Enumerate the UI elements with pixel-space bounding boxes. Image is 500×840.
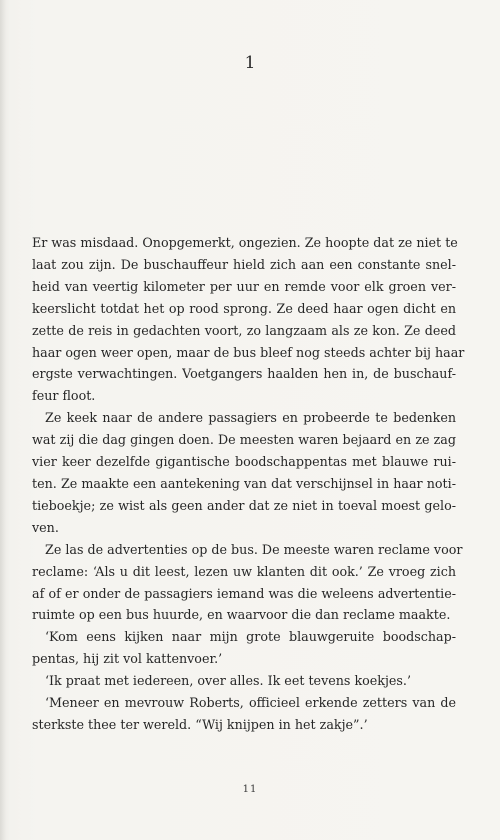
text-line: Er was misdaad. Onopgemerkt, ongezien. Ze hoopte dat ze niet te (32, 235, 458, 250)
text-line: zette de reis in gedachten voort, zo langzaam als ze kon. Ze deed (32, 322, 456, 338)
paragraph (32, 670, 456, 692)
text-line: tieboekje; ze wist als geen ander dat ze niet in toeval moest gelo- (32, 497, 456, 513)
text-line: ‘Ik praat met iedereen, over alles. Ik eet tevens koekjes.’ (45, 673, 411, 689)
text-line: ‘Kom eens kijken naar mijn grote blauwgeruite boodschap- (45, 629, 456, 645)
paragraph (32, 626, 456, 670)
paragraph (32, 407, 456, 538)
text-line: ten. Ze maakte een aantekening van dat verschijnsel in haar noti- (32, 475, 456, 491)
text-line: ‘Meneer en mevrouw Roberts, officieel erkende zetters van de (45, 695, 456, 711)
text-line: Ze las de advertenties op de bus. De meeste waren reclame voor (45, 541, 463, 557)
text-line: vier keer dezelfde gigantische boodschappentas met blauwe rui- (32, 454, 456, 470)
text-line: haar ogen weer open, maar de bus bleef nog steeds achter bij haar (32, 344, 465, 360)
text-line: wat zij die dag gingen doen. De meesten waren bejaard en ze zag (32, 432, 456, 448)
paragraph (32, 539, 463, 627)
text-line: sterkste thee ter wereld. “Wij knijpen in het zakje”.’ (32, 716, 368, 732)
text-line: laat zou zijn. De buschauffeur hield zich aan een constante snel- (32, 256, 456, 272)
text-line: ven. (32, 519, 59, 535)
text-line: keerslicht totdat het op rood sprong. Ze deed haar ogen dicht en (32, 300, 456, 316)
chapter-body-text (32, 232, 465, 736)
paragraph (32, 692, 456, 736)
page-gutter-shadow (0, 0, 6, 840)
text-line: ergste verwachtingen. Voetgangers haalden hen in, de buschauf- (32, 366, 456, 382)
text-line: pentas, hij zit vol kattenvoer.’ (32, 651, 223, 667)
text-line: af of er onder de passagiers iemand was die weleens advertentie- (32, 585, 456, 601)
chapter-number: 1 (244, 53, 256, 73)
text-line: Ze keek naar de andere passagiers en probeerde te bedenken (45, 410, 456, 426)
paragraph (32, 232, 465, 407)
text-line: feur floot. (32, 388, 96, 404)
text-line: reclame: ‘Als u dit leest, lezen uw klanten dit ook.’ Ze vroeg zich (32, 563, 456, 579)
text-line: ruimte op een bus huurde, en waarvoor die dan reclame maakte. (32, 607, 451, 623)
text-line: heid van veertig kilometer per uur en remde voor elk groen ver- (32, 278, 456, 294)
page-number: 11 (242, 784, 258, 795)
